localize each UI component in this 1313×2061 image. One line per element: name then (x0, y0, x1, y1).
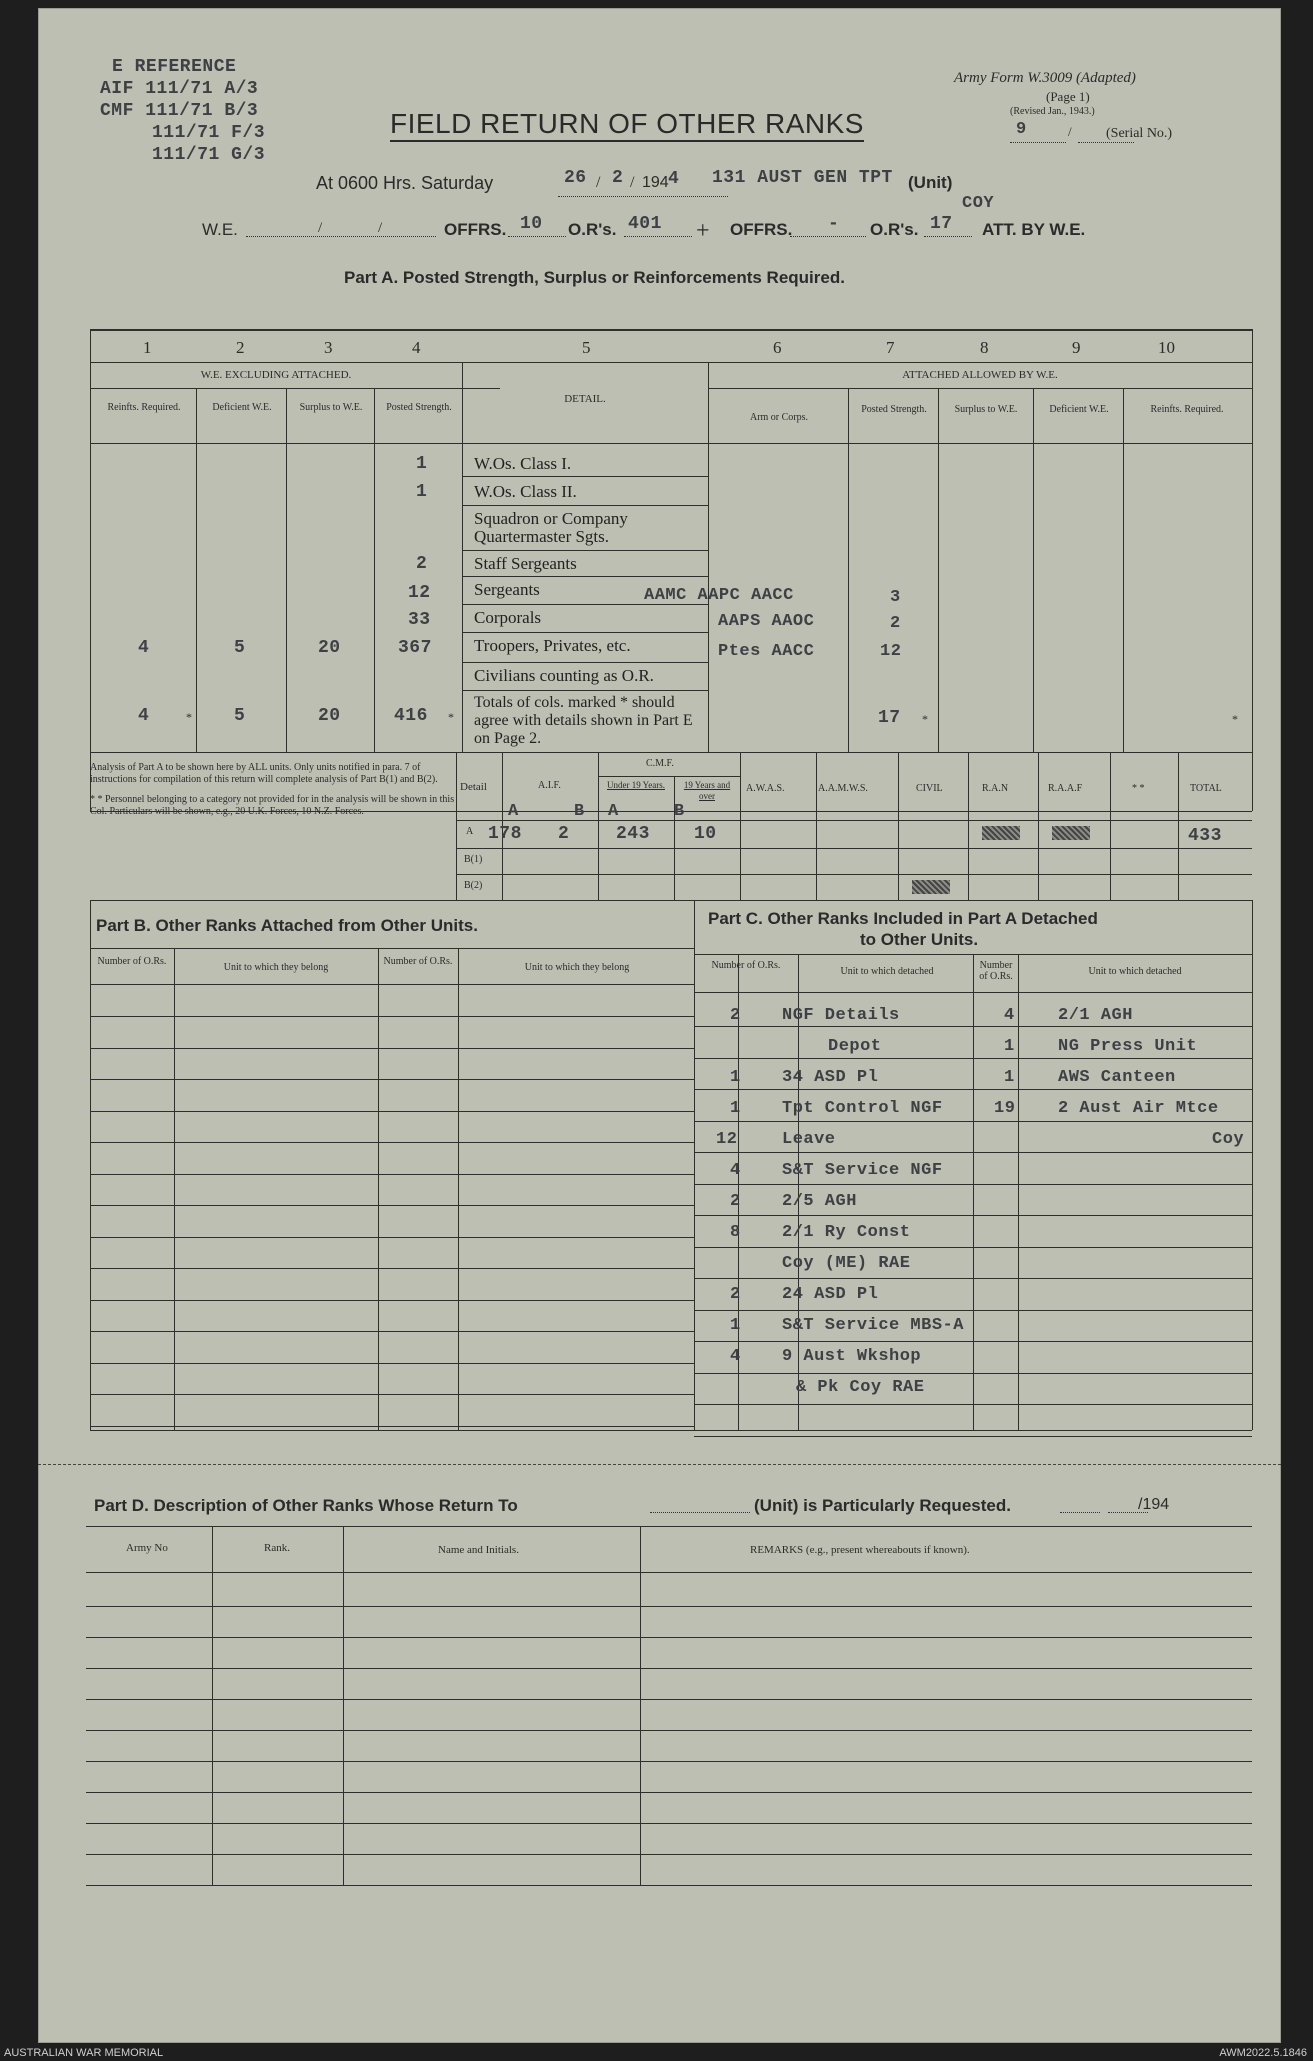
part-b-head: Number of O.Rs. (383, 956, 453, 967)
part-d-title-b: (Unit) is Particularly Requested. (754, 1496, 1011, 1515)
cmf-label: C.M.F. (646, 758, 674, 769)
att-label: ATT. BY W.E. (982, 220, 1086, 239)
page-number: (Page 1) (1046, 89, 1090, 104)
aif-head: A.I.F. (538, 780, 561, 791)
revised-date: (Revised Jan., 1943.) (1010, 106, 1095, 117)
part-c-left-list (698, 1006, 998, 1409)
part-b-head: Number of O.Rs. (97, 956, 167, 967)
row-label-b2: B(2) (464, 880, 483, 891)
form-sheet: E REFERENCE AIF 111/71 A/3 CMF 111/71 B/3 111/71 F/3 111/71 G/3 FIELD RETURN OF OTHER RANKS Army Form W.3009 (Adapted) (Page 1) (Revised Jan., 1943.) 9 / (Serial No.) At 0600 Hrs. Saturday 26 / 2 / 194 4 131 AUST GEN TPT (Unit) COY W.E. / / OFFRS. 10 O.R's. 401 + OFFRS. - O.R's. 17 ATT. BY W.E. Part A. Posted Strength, Surplus or Reinforcements Required. 1 2 3 4 5 6 7 8 9 10 W.E. EXCLUDING ATTACHED. ATTACHED ALLOWED BY W.E. DETAIL. Reinfts. Required. Deficient W.E. Surplus to W.E. Posted Strength. Arm or Corps. Posted Strength. Surplus to W.E. Deficient W.E. Reinfts. Required. W.Os. Class I. 1 W.Os. Class II. 1 Squadron or Company Quartermaster Sgts. Staff Sergeants 2 Sergeants 12 AAMC AAPC AACC 3 Corporals 33 AAPS AAOC 2 Troopers, Privates, etc. 4 5 20 367 Ptes AACC 12 Civilians counting as O.R. Totals of cols. marked * should agree with details shown in Part E on Page 2. 4 * 5 20 416 * 17 * * Analysis of Part A to be shown here by ALL units. Only units notified in para. 7 of instructions for compilation of this return will complete analysis of Part B(1) and B(2). * * Personnel belonging to a category not provided for in the analysis will be shown in this Col. Particulars will be shown, e.g., 20 U.K. Forces, 10 N.Z. Forces. Detail C.M.F. A.I.F. Under 19 Years. 19 Years and over A.W.A.S. A.A.M.W.S. CIVIL R.A.N R.A.A.F * * TOTAL A B(1) B(2) A B A B 178 2 243 10 433 Part B. Other Ranks Attached from Other Units. Part C. Other Ranks Included in Part A Detached to Other Units. Number of O.Rs. Unit to which they belong Number of O.Rs. Unit to which they belong Number of O.Rs. Unit to which detached Number of O.Rs. Unit to which detached 2 NGF Details Depot 1 34 ASD Pl 1 Tpt Control NGF 12 Leave 4 S&T Service NGF 2 2/5 AGH 8 2/1 Ry Const Coy (ME) RAE 2 24 ASD Pl 1 S&T Service MBS-A 4 9 Aust Wkshop & Pk Coy RAE 4 2/1 AGH 1 NG Press Unit 1 AWS Canteen 19 2 Aust Air Mtce Coy Part D. Description of Other Ranks Whose Return To (Unit) is Particularly Requested. /194 Army No Rank. Name and Initials. REMARKS (e.g., present whereabouts if known). (38, 8, 1281, 2043)
typed-b: B (574, 802, 585, 821)
over19-head: 19 Years and over (683, 780, 731, 801)
col-number: 1 (143, 338, 152, 357)
detached-entry: 2 NGF Details (730, 1006, 900, 1025)
detached-entry: 1 34 ASD Pl (730, 1068, 879, 1087)
posted-staff-sergeants: 2 (416, 554, 428, 574)
col-number: 8 (980, 338, 989, 357)
col-number: 9 (1072, 338, 1081, 357)
col-number: 10 (1158, 338, 1175, 357)
part-d-title-a: Part D. Description of Other Ranks Whose Return To (94, 1496, 518, 1515)
detached-entry: 1 S&T Service MBS-A (730, 1316, 964, 1335)
total-value: 433 (1188, 826, 1222, 846)
tear-line (38, 1464, 1281, 1465)
army-form-number: Army Form W.3009 (Adapted) (954, 70, 1136, 86)
detail-wo-class-2: W.Os. Class II. (474, 482, 577, 501)
star-mark: * (1232, 712, 1238, 726)
date-year-prefix: 194 (642, 174, 669, 191)
detached-entry: Coy (ME) RAE (782, 1254, 911, 1273)
detail-sergeants: Sergeants (474, 580, 540, 599)
part-d-head: Army No (126, 1542, 168, 1554)
detached-entry: 1 Tpt Control NGF (730, 1099, 943, 1118)
reinf-troopers: 4 (138, 638, 150, 658)
col-number: 4 (412, 338, 421, 357)
detail-corporals: Corporals (474, 608, 542, 627)
col-head: Reinfts. Required. (107, 402, 181, 413)
detached-entry: Coy (1212, 1130, 1245, 1149)
part-d-head: REMARKS (e.g., present whereabouts if known). (750, 1544, 970, 1556)
form-title: FIELD RETURN OF OTHER RANKS (390, 108, 864, 142)
surplus-troopers: 20 (318, 638, 341, 658)
detail-wo-class-1: W.Os. Class I. (474, 454, 572, 473)
att-corporals: 2 (890, 614, 901, 633)
unit-name: 131 AUST GEN TPT (712, 168, 893, 188)
date-year-suffix: 4 (668, 169, 680, 189)
ran-redacted (982, 826, 1020, 840)
unit-label: (Unit) (908, 173, 953, 192)
posted-wo-class-1: 1 (416, 454, 428, 474)
part-b-head: Unit to which they belong (524, 962, 630, 973)
surplus-total: 20 (318, 706, 341, 726)
unit-coy: COY (962, 194, 995, 213)
we-excluding-header: W.E. EXCLUDING ATTACHED. (200, 369, 352, 381)
detail-staff-sergeants: Staff Sergeants (474, 554, 577, 573)
under19-value: 243 (616, 824, 650, 844)
col-head: Arm or Corps. (749, 412, 809, 423)
offrs2-value: - (828, 214, 840, 234)
part-b-title: Part B. Other Ranks Attached from Other Units. (96, 916, 478, 935)
part-c-head: Number of O.Rs. (711, 960, 781, 971)
we-label: W.E. (202, 220, 238, 239)
col-number: 6 (773, 338, 782, 357)
posted-total: 416 (394, 706, 428, 726)
part-a-title: Part A. Posted Strength, Surplus or Reinforcements Required. (344, 268, 845, 287)
col-head: Reinfts. Required. (1150, 404, 1224, 415)
col-head: Posted Strength. (861, 404, 927, 415)
typed-b2: B (674, 802, 685, 821)
col-head: Posted Strength. (386, 402, 452, 413)
ref-line: E REFERENCE (112, 57, 237, 77)
row-label-a: A (466, 826, 474, 837)
raaf-head: R.A.A.F (1048, 783, 1083, 794)
aif-b-value: 2 (558, 824, 570, 844)
part-d-head: Name and Initials. (438, 1544, 519, 1556)
civil-head: CIVIL (916, 783, 943, 794)
ref-line: 111/71 G/3 (152, 145, 266, 165)
raaf-redacted (1052, 826, 1090, 840)
col-number: 5 (582, 338, 591, 357)
detached-entry: Depot (828, 1037, 882, 1056)
col-head: Surplus to W.E. (299, 402, 363, 413)
detached-entry: 4 2/1 AGH (1004, 1006, 1133, 1025)
under19-head: Under 19 Years. (607, 780, 665, 790)
part-c-head: Number of O.Rs. (979, 960, 1013, 982)
analysis-notes (90, 752, 460, 894)
detached-entry: 4 S&T Service NGF (730, 1161, 943, 1180)
detached-entry: 1 AWS Canteen (1004, 1068, 1176, 1087)
part-c-title-2: to Other Units. (860, 930, 979, 949)
part-c-title-1: Part C. Other Ranks Included in Part A Detached (708, 909, 1098, 928)
star-mark: * (448, 710, 454, 724)
date-day: 26 (564, 168, 587, 188)
other-head: * * (1132, 783, 1145, 794)
att-troopers: 12 (880, 642, 902, 661)
detached-entry: 12 Leave (716, 1130, 836, 1149)
civil-redacted (912, 880, 950, 894)
part-d-head: Rank. (264, 1542, 290, 1554)
detached-entry: 8 2/1 Ry Const (730, 1223, 911, 1242)
detached-entry: & Pk Coy RAE (796, 1378, 925, 1397)
offrs-value: 10 (520, 214, 543, 234)
ors-label: O.R's. (568, 220, 617, 239)
col-number: 7 (886, 338, 895, 357)
arm-sergeants: AAMC AAPC AACC (644, 586, 794, 605)
star-mark: * (922, 712, 928, 726)
deficient-troopers: 5 (234, 638, 246, 658)
over19-value: 10 (694, 824, 717, 844)
reinf-total: 4 (138, 706, 150, 726)
arm-corporals: AAPS AAOC (718, 612, 815, 631)
offrs-label: OFFRS. (444, 220, 507, 239)
col-head: Surplus to W.E. (954, 404, 1018, 415)
part-c-right-list (978, 1006, 1252, 1161)
ref-line: AIF 111/71 A/3 (100, 79, 259, 99)
att-total: 17 (878, 708, 901, 728)
att-sergeants: 3 (890, 588, 901, 607)
date-month: 2 (612, 168, 624, 188)
ors-value: 401 (628, 214, 662, 234)
detached-entry: 19 2 Aust Air Mtce (994, 1099, 1219, 1118)
awas-head: A.W.A.S. (746, 783, 785, 794)
reference-block (72, 56, 265, 166)
ref-line: CMF 111/71 B/3 (100, 101, 259, 121)
analysis-note-2: * * Personnel belonging to a category not provided for in the analysis will be shown in this Col. Particulars will be shown, e.g., 20 U.K. Forces, 10 N.Z. Forces. (90, 794, 455, 817)
detached-entry: 1 NG Press Unit (1004, 1037, 1198, 1056)
part-c-head: Unit to which detached (1088, 966, 1182, 977)
col-number: 3 (324, 338, 333, 357)
analysis-detail-label: Detail (460, 781, 487, 793)
col-number: 2 (236, 338, 245, 357)
typed-a2: A (608, 802, 619, 821)
posted-corporals: 33 (408, 610, 431, 630)
part-b-head: Unit to which they belong (223, 962, 329, 973)
footer-source: AUSTRALIAN WAR MEMORIAL (4, 2047, 164, 2059)
serial-label: (Serial No.) (1106, 126, 1173, 141)
detached-entry: 4 9 Aust Wkshop (730, 1347, 922, 1366)
at-time-label: At 0600 Hrs. Saturday (316, 173, 494, 193)
detail-header: DETAIL. (564, 393, 606, 405)
total-head: TOTAL (1190, 783, 1222, 794)
star-mark: * (186, 710, 192, 724)
posted-wo-class-2: 1 (416, 482, 428, 502)
detail-qm-sgts: Squadron or Company Quartermaster Sgts. (474, 509, 628, 546)
ors2-value: 17 (930, 214, 953, 234)
ran-head: R.A.N (982, 783, 1009, 794)
col-head: Deficient W.E. (212, 402, 272, 413)
posted-sergeants: 12 (408, 583, 431, 603)
col-head: Deficient W.E. (1049, 404, 1109, 415)
offrs2-label: OFFRS. (730, 220, 793, 239)
arm-troopers: Ptes AACC (718, 642, 815, 661)
detached-entry: 2 24 ASD Pl (730, 1285, 879, 1304)
aamws-head: A.A.M.W.S. (818, 783, 868, 794)
ors2-label: O.R's. (870, 220, 919, 239)
detail-troopers: Troopers, Privates, etc. (474, 636, 631, 655)
serial-value: 9 (1016, 120, 1027, 139)
attached-allowed-header: ATTACHED ALLOWED BY W.E. (902, 369, 1058, 381)
plus-sign: + (696, 218, 710, 244)
deficient-total: 5 (234, 706, 246, 726)
part-c-head: Unit to which detached (840, 966, 934, 977)
analysis-note-1: Analysis of Part A to be shown here by ALL units. Only units notified in para. 7 of instructions for compilation of this return will complete analysis of Part B(1) and B(2). (90, 762, 438, 785)
typed-a: A (508, 802, 519, 821)
ref-line: 111/71 F/3 (152, 123, 266, 143)
footer-accession: AWM2022.5.1846 (1219, 2047, 1307, 2059)
posted-troopers: 367 (398, 638, 432, 658)
detail-totals: Totals of cols. marked * should agree with details shown in Part E on Page 2. (474, 694, 693, 747)
aif-a-value: 178 (488, 824, 522, 844)
part-d-title-c: /194 (1138, 1496, 1170, 1513)
detached-entry: 2 2/5 AGH (730, 1192, 857, 1211)
row-label-b1: B(1) (464, 854, 483, 865)
detail-civilians: Civilians counting as O.R. (474, 666, 654, 685)
